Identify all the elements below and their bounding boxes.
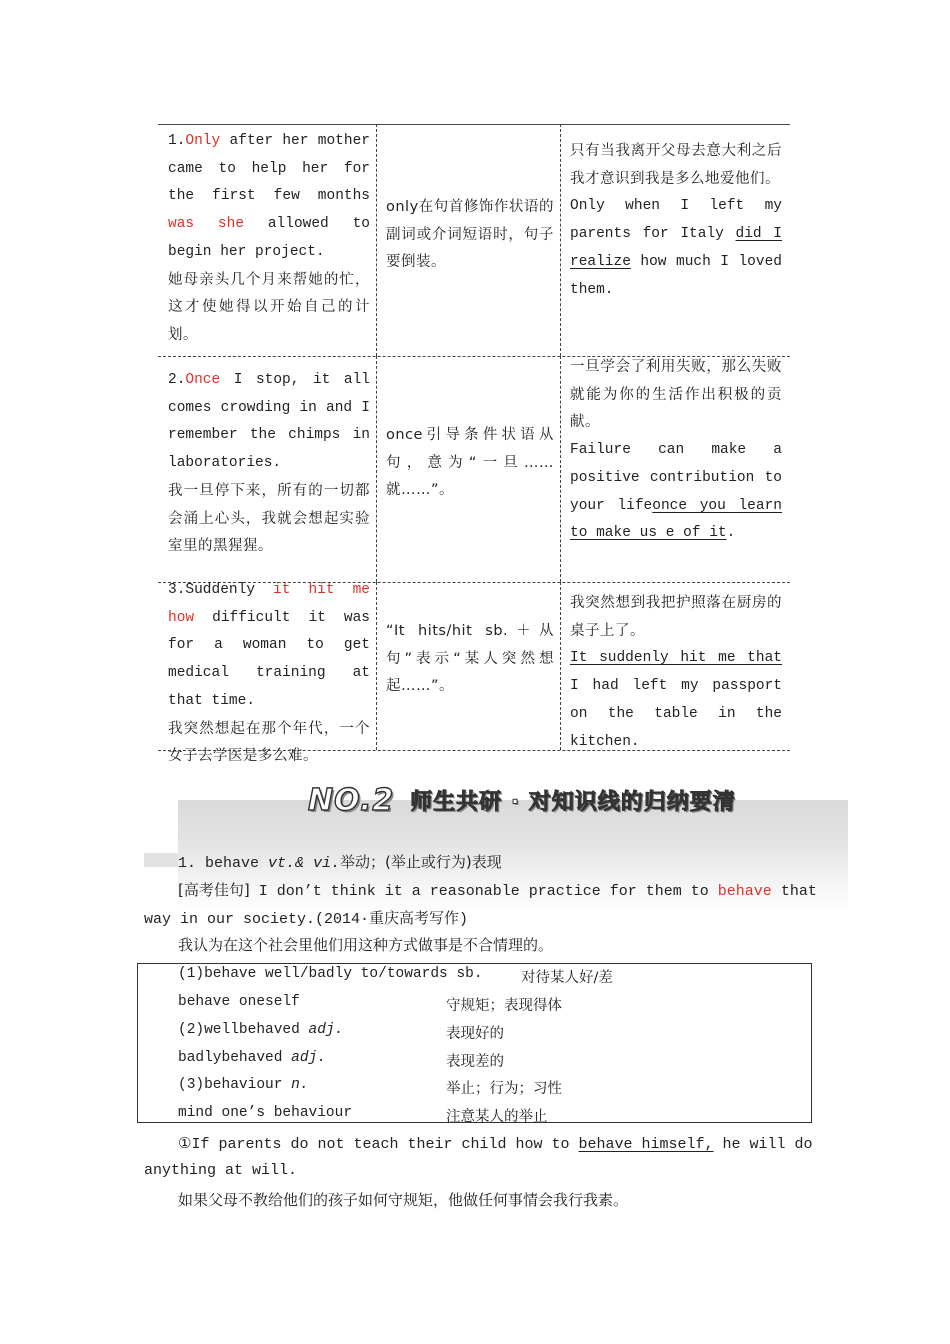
table-row (158, 582, 790, 765)
practice-prompt: 一旦学会了利用失败，那么失败就能为你的生活作出积极的贡献。 (570, 359, 782, 431)
grammar-note: only在句首修饰作状语的副词或介词短语时，句子要倒装。 (386, 199, 554, 271)
example-sentence: 2.Once I stop, it all comes crowding in and I remember the chimps in laboratories. (168, 372, 370, 472)
entry-marker (144, 853, 178, 867)
headword: 1. behave (178, 855, 269, 872)
practice-answer: Failure can make a positive contribution to your lifeonce you learn to make us e of it. (570, 442, 782, 542)
example-translation: 她母亲头几个月来帮她的忙，这才使她得以开始自己的计划。 (168, 271, 370, 343)
quote-label: [高考佳句] (178, 881, 250, 899)
practice-answer: It suddenly hit me that I had left my passport on the table in the kitchen. (570, 650, 782, 750)
headword-meaning: 举动；(举止或行为)表现 (340, 853, 502, 871)
column-divider (376, 356, 377, 582)
highlighted-word: behave (717, 883, 772, 900)
column-divider (560, 582, 561, 750)
practice-prompt: 只有当我离开父母去意大利之后我才意识到我是多么地爱他们。 (570, 143, 782, 187)
exercise-translation: 如果父母不教给他们的孩子如何守规矩，他做任何事情会我行我素。 (178, 1191, 629, 1209)
headword-line (178, 851, 502, 872)
example-translation: 我一旦停下来，所有的一切都会涌上心头，我就会想起实验室里的黑猩猩。 (168, 482, 370, 555)
exercise-line: ①If parents do not teach their child how to behave himself, he will do (178, 1136, 813, 1153)
section-title: 师生共研 · 对知识线的归纳要清 (410, 789, 736, 815)
practice-cell (570, 138, 782, 304)
practice-prompt: 我突然想到我把护照落在厨房的桌子上了。 (570, 595, 782, 639)
example-translation: 我突然想起在那个年代，一个女子去学医是多么难。 (168, 720, 370, 765)
quote-translation: 我认为在这个社会里他们用这种方式做事是不合情理的。 (178, 936, 554, 954)
grammar-note: once引导条件状语从句，意为“一旦……就……”。 (386, 427, 554, 499)
practice-cell (570, 354, 782, 548)
example-sentence: 3.Suddenly it hit me how difficult it was for a woman to get medical training at that time. (168, 582, 370, 709)
quote-line-2: way in our society.(2014·重庆高考写作) (144, 911, 469, 928)
table-row (158, 124, 790, 356)
column-divider (560, 124, 561, 356)
example-cell (168, 128, 370, 350)
column-divider (376, 582, 377, 750)
table-row (158, 356, 790, 582)
phrase-box: (1)behave well/badly to/towards sb. 对待某人好/差 behave oneself 守规矩；表现得体 (2)wellbehaved adj. 表现好的 badlybehaved adj. 表现差的 (3)behaviour n. 举止；行为；习性 mind one’s behaviour 注意某人的举止 (137, 963, 812, 1123)
section-number: NO.2 (308, 782, 395, 818)
practice-cell (570, 590, 782, 756)
exercise-line-2: anything at will. (144, 1162, 298, 1179)
column-divider (376, 124, 377, 356)
section-banner (308, 778, 736, 822)
quote-line: [高考佳句] I don’t think it a reasonable practice for them to behave that (178, 881, 817, 900)
exercise-answer: behave himself, (578, 1136, 714, 1153)
example-cell (168, 577, 370, 771)
practice-answer: Only when I left my parents for Italy did I realize how much I loved them. (570, 198, 782, 298)
example-cell (168, 367, 370, 561)
example-sentence: 1.Only after her mother came to help her for the first few months was she allowed to begin her project. (168, 133, 370, 260)
column-divider (560, 356, 561, 582)
table-bottom-rule (158, 750, 790, 751)
grammar-note: “It hits/hit sb.＋从句”表示“某人突然想起……”。 (386, 623, 554, 695)
part-of-speech: vt.& vi. (268, 855, 341, 872)
